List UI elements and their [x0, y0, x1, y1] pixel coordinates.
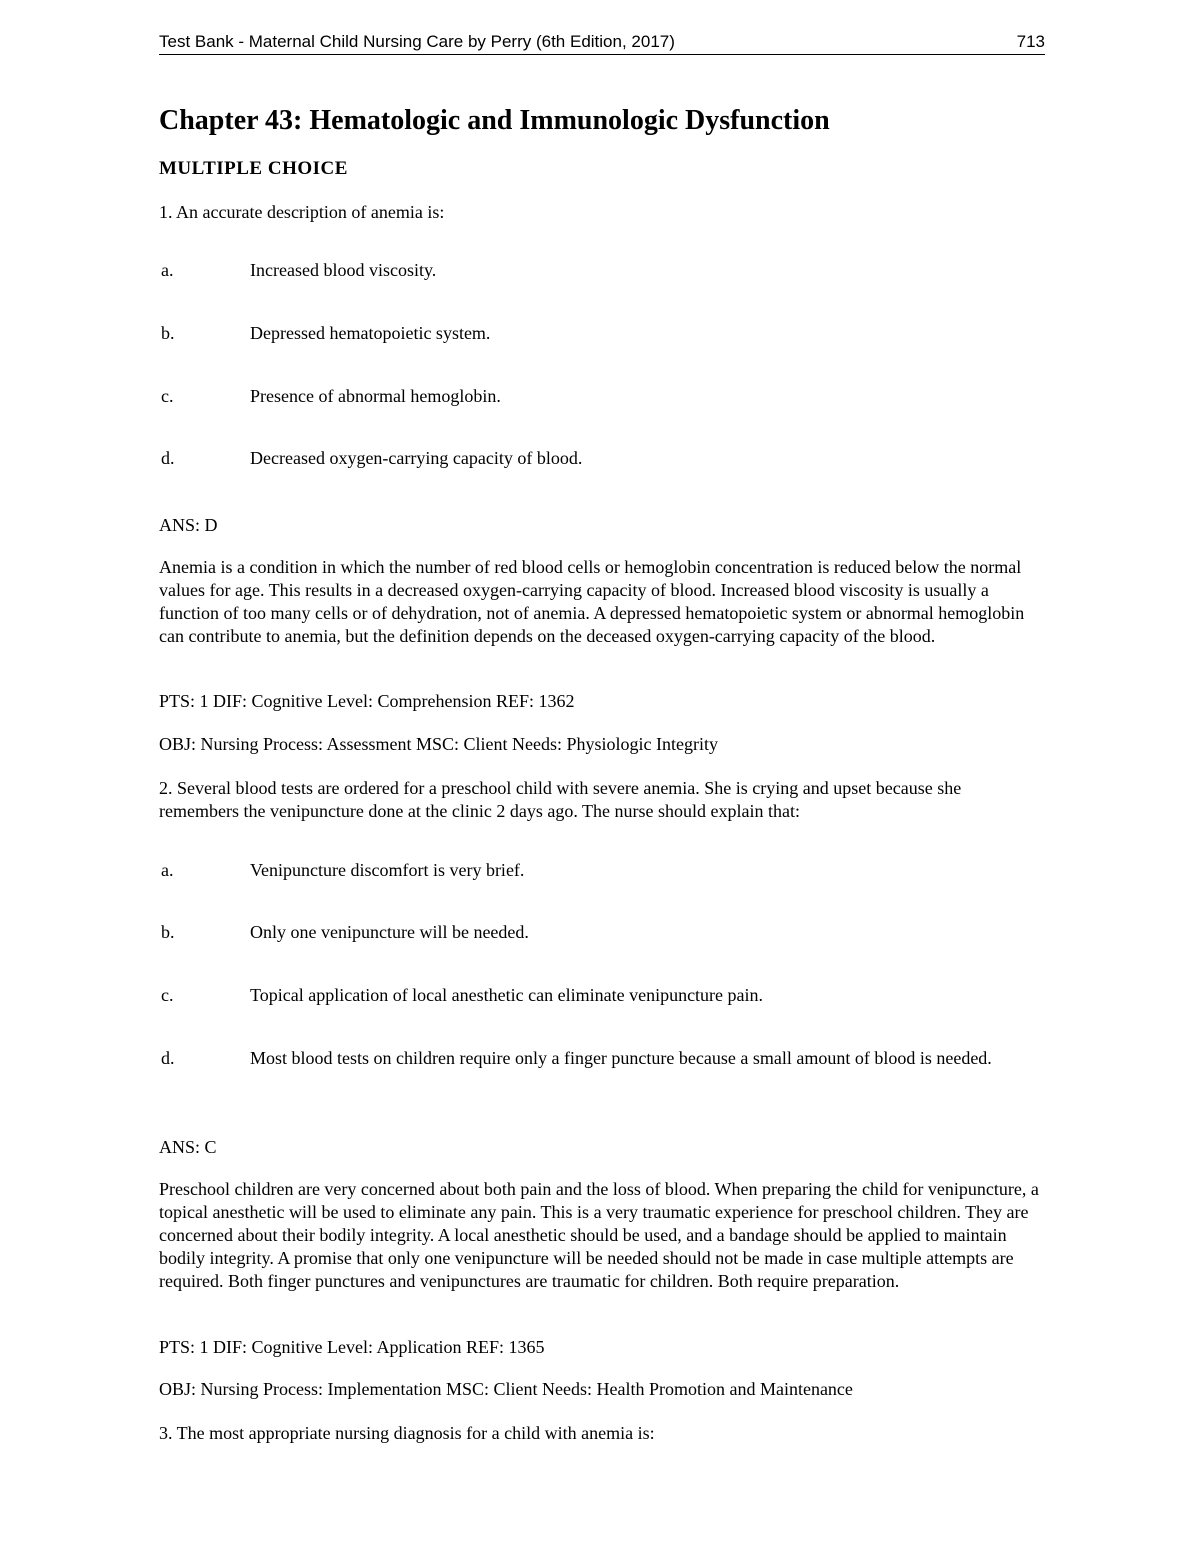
q1-option-c-letter: c.: [161, 386, 174, 406]
q2-option-b-letter: b.: [161, 922, 175, 942]
q2-option-a-text: Venipuncture discomfort is very brief.: [250, 860, 525, 880]
q1-option-c-text: Presence of abnormal hemoglobin.: [250, 386, 501, 406]
q2-option-a-letter: a.: [161, 860, 174, 880]
q2-option-b-text: Only one venipuncture will be needed.: [250, 922, 529, 942]
question-1-stem: 1. An accurate description of anemia is:: [159, 202, 445, 222]
header-title: Test Bank - Maternal Child Nursing Care by Perry (6th Edition, 2017): [159, 32, 675, 51]
q2-option-d-text: Most blood tests on children require only a finger puncture because a small amount of blood is needed.: [250, 1048, 992, 1068]
question-2-stem-line1: 2. Several blood tests are ordered for a preschool child with severe anemia. She is crying and upset because she: [159, 778, 962, 798]
q2-answer: ANS: C: [159, 1137, 217, 1157]
question-2-stem-line2: remembers the venipuncture done at the clinic 2 days ago. The nurse should explain that:: [159, 801, 800, 821]
running-header: [159, 32, 1045, 55]
q2-option-c-letter: c.: [161, 985, 174, 1005]
q1-option-b-text: Depressed hematopoietic system.: [250, 323, 491, 343]
page-number: 713: [1016, 32, 1045, 51]
q1-option-b-letter: b.: [161, 323, 175, 343]
q1-rationale: Anemia is a condition in which the number of red blood cells or hemoglobin concentration is reduced below the normal values for age. This results in a decreased oxygen-carrying capacity of blood. Increased blood viscosity is usually a function of too many cells or of dehydration, not of anemia. A depressed hematopoietic system or abnormal hemoglobin can contribute to anemia, but the definition depends on the deceased oxygen-carrying capacity of the blood.: [159, 557, 1025, 646]
section-heading: MULTIPLE CHOICE: [159, 158, 348, 179]
q1-option-a-letter: a.: [161, 260, 174, 280]
q2-rationale: Preschool children are very concerned about both pain and the loss of blood. When preparing the child for venipuncture, a topical anesthetic will be used to eliminate any pain. This is a very traumatic experience for preschool children. They are concerned about their bodily integrity. A local anesthetic should be used, and a bandage should be applied to maintain bodily integrity. A promise that only one venipuncture will be needed should not be made in case multiple attempts are required. Both finger punctures and venipunctures are traumatic for children. Both require preparation.: [159, 1179, 1039, 1291]
q1-answer: ANS: D: [159, 515, 218, 535]
chapter-title: Chapter 43: Hematologic and Immunologic Dysfunction: [159, 105, 830, 136]
q1-obj: OBJ: Nursing Process: Assessment MSC: Client Needs: Physiologic Integrity: [159, 734, 719, 754]
question-3-stem: 3. The most appropriate nursing diagnosis for a child with anemia is:: [159, 1423, 655, 1443]
q2-option-d-letter: d.: [161, 1048, 175, 1068]
q1-option-a-text: Increased blood viscosity.: [250, 260, 437, 280]
q2-obj: OBJ: Nursing Process: Implementation MSC: Client Needs: Health Promotion and Maintenance: [159, 1379, 853, 1399]
q1-pts: PTS: 1 DIF: Cognitive Level: Comprehension REF: 1362: [159, 691, 575, 711]
q1-option-d-letter: d.: [161, 448, 175, 468]
q2-option-c-text: Topical application of local anesthetic can eliminate venipuncture pain.: [250, 985, 764, 1005]
q2-pts: PTS: 1 DIF: Cognitive Level: Application REF: 1365: [159, 1337, 545, 1357]
q1-option-d-text: Decreased oxygen-carrying capacity of blood.: [250, 448, 583, 468]
